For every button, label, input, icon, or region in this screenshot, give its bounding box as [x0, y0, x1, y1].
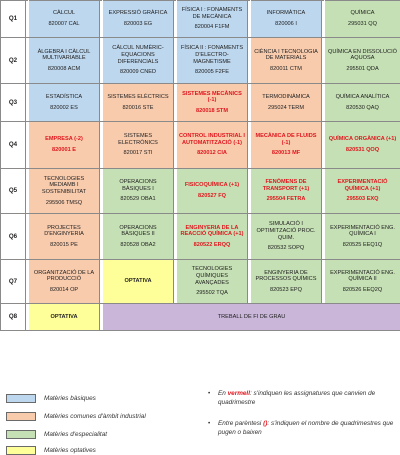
subject-code: 820013 MF: [271, 150, 301, 157]
subject-code: 820014 OP: [49, 286, 79, 293]
subject-code: 295503 EXQ: [346, 196, 379, 203]
subject-code: 820017 STI: [123, 150, 153, 157]
subject-cell: [177, 84, 248, 122]
subject-code: 295024 TERM: [268, 104, 304, 111]
final-project-cell: [103, 304, 400, 331]
subject-cell: [29, 1, 100, 38]
note-prefix: En: [218, 390, 228, 397]
note-highlight: (): [263, 420, 268, 427]
subject-code: 820522 ERQQ: [193, 241, 231, 248]
note-rest: : s'indiquen les assignatures que canvien de quadrimestre: [218, 390, 376, 406]
subject-name: QUÍMICA: [350, 10, 375, 17]
subject-cell: [325, 169, 400, 214]
quadrimester-row-q4: [1, 122, 400, 169]
elective-cell: [103, 260, 174, 304]
subject-code: 295504 FETRA: [266, 196, 306, 203]
subject-cell: [103, 38, 174, 84]
subject-code: 820532 SOPQ: [267, 245, 305, 252]
subject-code: 820012 CIA: [197, 150, 227, 157]
subject-name: TECNOLOGIES MEDIAMB I SOSTENIBILITAT: [41, 175, 87, 195]
subject-name: SIMULACIÓ I OPTIMITZACIÓ PROC. QUIM.: [256, 221, 316, 241]
subject-name: CÀLCUL NUMÈRIC-EQUACIONS DIFERENCIALS: [112, 45, 164, 65]
quadrimester-label: Q1: [1, 1, 26, 38]
subject-name: QUÍMICA ANALÍTICA: [335, 93, 390, 100]
quadrimester-row-q6: [1, 214, 400, 260]
quadrimester-row-q5: [1, 169, 400, 214]
quadrimester-row-q1: [1, 1, 400, 38]
subject-cell: [251, 260, 322, 304]
legend-item-basic: [6, 392, 96, 404]
subject-name: FÍSICA II : FONAMENTS D'ELECTRO-MAGNETISME: [180, 45, 244, 65]
subject-name: MECÀNICA DE FLUIDS (-1): [255, 133, 317, 146]
subject-cell: [103, 214, 174, 260]
subject-cell: [177, 1, 248, 38]
subject-code: 820530 QAQ: [346, 104, 379, 111]
subject-name: ENGINYERIA DE LA REACCIÓ QUÍMICA (+1): [180, 224, 244, 238]
subject-cell: [103, 169, 174, 214]
subject-cell: [103, 1, 174, 38]
legend-swatch-opt: [6, 446, 36, 455]
subject-cell: [177, 260, 248, 304]
subject-code: 820001 E: [52, 147, 76, 153]
quadrimester-row-q8: [1, 304, 400, 331]
quadrimester-row-q3: [1, 84, 400, 122]
note-parentheses: [208, 420, 398, 437]
legend-item-opt: [6, 444, 96, 455]
subject-cell: [251, 38, 322, 84]
subject-cell: [325, 38, 400, 84]
subject-code: 820008 ACM: [47, 65, 81, 72]
subject-cell: [251, 84, 322, 122]
subject-name: INFORMÀTICA: [266, 10, 306, 17]
subject-name: QUÍMICA ORGÀNICA (+1): [328, 136, 397, 143]
note-rest: : s'indiquen el nombre de quadrimestres que pugen o baixen: [218, 420, 394, 436]
subject-code: 820529 OBA1: [120, 196, 156, 203]
subject-name: EXPERIMENTACIÓ ENG. QUÍMICA I: [330, 224, 395, 238]
subject-name: SISTEMES ELECTRÒNICS: [118, 133, 158, 146]
quadrimester-label: Q4: [1, 122, 26, 169]
subject-name: EMPRESA (-2): [45, 136, 83, 143]
subject-name: FISICOQUÍMICA (+1): [184, 182, 240, 189]
subject-code: 820009 CNED: [119, 69, 157, 76]
subject-name: EXPERIMENTACIÓ QUÍMICA (+1): [337, 179, 388, 192]
subject-code: 820016 STE: [122, 104, 154, 111]
legend-swatch-basic: [6, 394, 36, 403]
subject-code: 820523 EPQ: [269, 286, 303, 293]
subject-code: 820015 PE: [50, 241, 78, 248]
quadrimester-label: Q7: [1, 260, 26, 304]
subject-name: TREBALL DE FI DE GRAU: [217, 313, 286, 320]
quadrimester-label: Q6: [1, 214, 26, 260]
subject-name: TECNOLOGIES QUÍMIQUES AVANÇADES: [191, 266, 233, 286]
quadrimester-label: Q8: [1, 304, 26, 331]
subject-name: ÀLGEBRA I CÀLCUL MULTIVARIABLE: [37, 48, 91, 62]
subject-cell: [325, 214, 400, 260]
subject-code: 820002 ES: [50, 104, 78, 111]
subject-name: FENÒMENS DE TRANSPORT (+1): [262, 179, 310, 192]
subject-code: 820526 EEQ2Q: [342, 286, 383, 293]
subject-cell: [103, 122, 174, 169]
subject-code: 295031 QQ: [348, 21, 377, 27]
subject-name: ORGANITZACIÓ DE LA PRODUCCIÓ: [33, 269, 95, 283]
note-highlight: vermell: [227, 390, 250, 397]
subject-cell: [251, 1, 322, 38]
quadrimester-label: Q2: [1, 38, 26, 84]
subject-cell: [29, 122, 100, 169]
legend-swatch-spec: [6, 430, 36, 439]
quadrimester-label: Q3: [1, 84, 26, 122]
subject-cell: [29, 84, 100, 122]
subject-name: OPERACIONS BÀSIQUES I: [119, 179, 157, 192]
subject-name: OPTATIVA: [124, 278, 152, 285]
subject-code: 295502 TQA: [196, 290, 228, 297]
subject-name: QUÍMICA EN DISSOLUCIÓ AQUOSA: [327, 48, 397, 62]
subject-cell: [325, 122, 400, 169]
subject-cell: [325, 84, 400, 122]
subject-cell: [29, 38, 100, 84]
subject-name: PROJECTES D'ENGINYERIA: [44, 224, 84, 238]
subject-name: TERMODINÀMICA: [262, 93, 310, 100]
elective-cell: [29, 304, 100, 331]
legend-swatch-common: [6, 412, 36, 421]
subject-name: SISTEMES MECÀNICS (-1): [182, 90, 242, 104]
subject-code: 820018 STM: [195, 107, 229, 114]
note-red-text: [208, 390, 398, 407]
subject-name: EXPRESSIÓ GRÀFICA: [108, 10, 168, 17]
subject-name: OPERACIONS BÀSIQUES II: [119, 224, 157, 238]
subject-cell: [29, 214, 100, 260]
subject-name: OPTATIVA: [50, 313, 78, 320]
subject-name: SISTEMES ELÈCTRICS: [107, 93, 169, 100]
subject-code: 820004 F1FM: [194, 24, 230, 31]
subject-cell: [177, 214, 248, 260]
subject-cell: [325, 1, 400, 38]
subject-cell: [29, 169, 100, 214]
subject-name: ESTADÍSTICA: [45, 93, 83, 100]
subject-name: CÀLCUL: [52, 10, 76, 17]
subject-name: CIÈNCIA I TECNOLOGIA DE MATERIALS: [254, 48, 318, 62]
subject-code: 820525 EEQ1Q: [342, 241, 383, 248]
subject-cell: [177, 122, 248, 169]
subject-name: EXPERIMENTACIÓ ENG. QUÍMICA II: [330, 269, 395, 283]
subject-name: ENGINYERIA DE PROCESSOS QUÍMICS: [255, 269, 317, 283]
subject-cell: [177, 38, 248, 84]
subject-cell: [103, 84, 174, 122]
legend-item-spec: [6, 428, 107, 440]
legend-label: Matèries bàsiques: [44, 394, 96, 402]
subject-code: 295501 QDA: [346, 65, 379, 72]
subject-cell: [29, 260, 100, 304]
subject-code: 820527 FQ: [198, 193, 226, 199]
subject-name: FÍSICA I : FONAMENTS DE MECÀNICA: [181, 7, 243, 20]
note-prefix: Entre parèntesi: [218, 420, 264, 427]
subject-code: 820531 QOQ: [345, 147, 380, 153]
subject-code: 820011 CTM: [270, 65, 302, 72]
subject-cell: [177, 169, 248, 214]
subject-code: 820006 I: [275, 21, 297, 27]
subject-code: 820003 EG: [123, 21, 153, 27]
subject-code: 295506 TMSQ: [45, 199, 83, 206]
subject-cell: [251, 169, 322, 214]
legend-item-common: [6, 410, 146, 422]
bullet-icon: •: [208, 420, 211, 427]
bullet-icon: •: [208, 390, 211, 397]
subject-cell: [251, 214, 322, 260]
subject-code: 820007 CAL: [48, 21, 80, 27]
subject-code: 820528 OBA2: [120, 241, 156, 248]
quadrimester-row-q7: [1, 260, 400, 304]
legend-label: Matèries d'especialitat: [44, 430, 108, 438]
legend: [0, 376, 400, 455]
quadrimester-row-q2: [1, 38, 400, 84]
subject-name: CONTROL INDUSTRIAL I AUTOMATITZACIÓ (-1): [179, 133, 245, 146]
quadrimester-label: Q5: [1, 169, 26, 214]
subject-cell: [251, 122, 322, 169]
legend-label: Matèries optatives: [44, 446, 96, 454]
legend-label: Matèries comunes d'àmbit industrial: [44, 412, 146, 420]
subject-code: 820005 F2FE: [195, 69, 229, 76]
subject-cell: [325, 260, 400, 304]
